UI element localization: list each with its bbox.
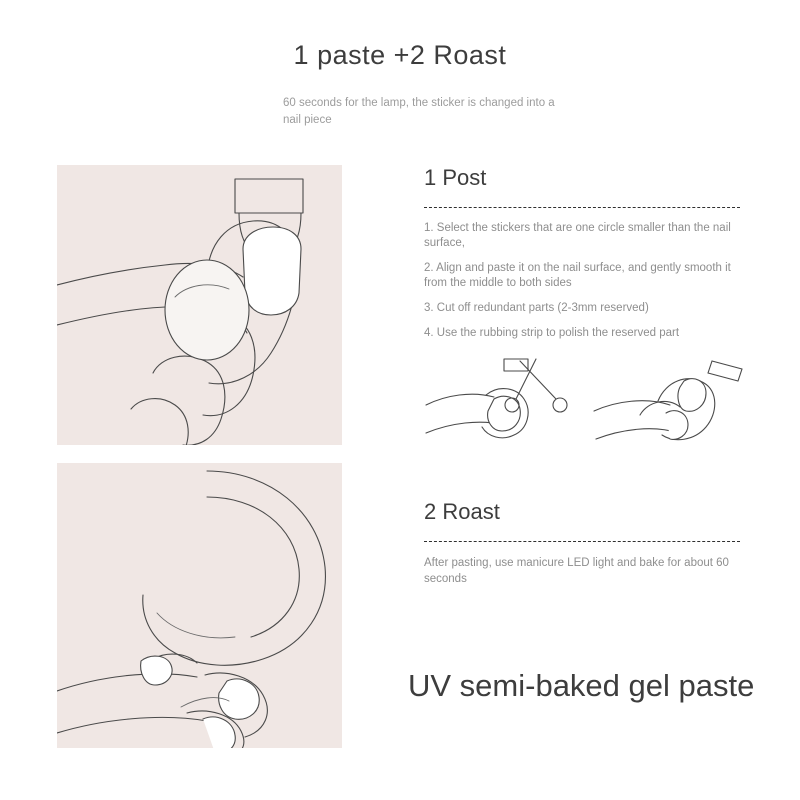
product-title: UV semi-baked gel paste: [408, 668, 755, 703]
section-heading-post: 1 Post: [424, 165, 487, 190]
list-item: 3. Cut off redundant parts (2-3mm reserved): [424, 302, 649, 314]
post-steps-list: [412, 221, 752, 341]
illustration-cutting-sticker-with-scissors: [424, 355, 576, 451]
roast-body-text: After pasting, use manicure LED light and bake for about 60 seconds: [424, 557, 729, 585]
page-title: 1 paste +2 Roast: [293, 40, 507, 70]
illustration-polishing-nail-with-strip: [592, 355, 744, 451]
list-item: 2. Align and paste it on the nail surface, and gently smooth it from the middle to both sides: [424, 262, 731, 289]
list-item: 4. Use the rubbing strip to polish the reserved part: [424, 327, 680, 339]
post-illustrations: [424, 355, 752, 451]
photo-applying-sticker-to-nail: [57, 165, 342, 445]
hand-with-sticker-illustration: [57, 165, 342, 445]
page-subtitle: 60 seconds for the lamp, the sticker is changed into a nail piece: [283, 97, 555, 126]
section-roast: [412, 499, 752, 587]
list-item: 1. Select the stickers that are one circle smaller than the nail surface,: [424, 222, 731, 249]
photo-nail-under-led-lamp: [57, 463, 342, 748]
divider-post: [424, 207, 740, 209]
section-heading-roast: 2 Roast: [424, 499, 500, 524]
led-lamp-illustration: [57, 463, 342, 748]
divider-roast: [424, 541, 740, 543]
instructions-column: [412, 165, 752, 587]
